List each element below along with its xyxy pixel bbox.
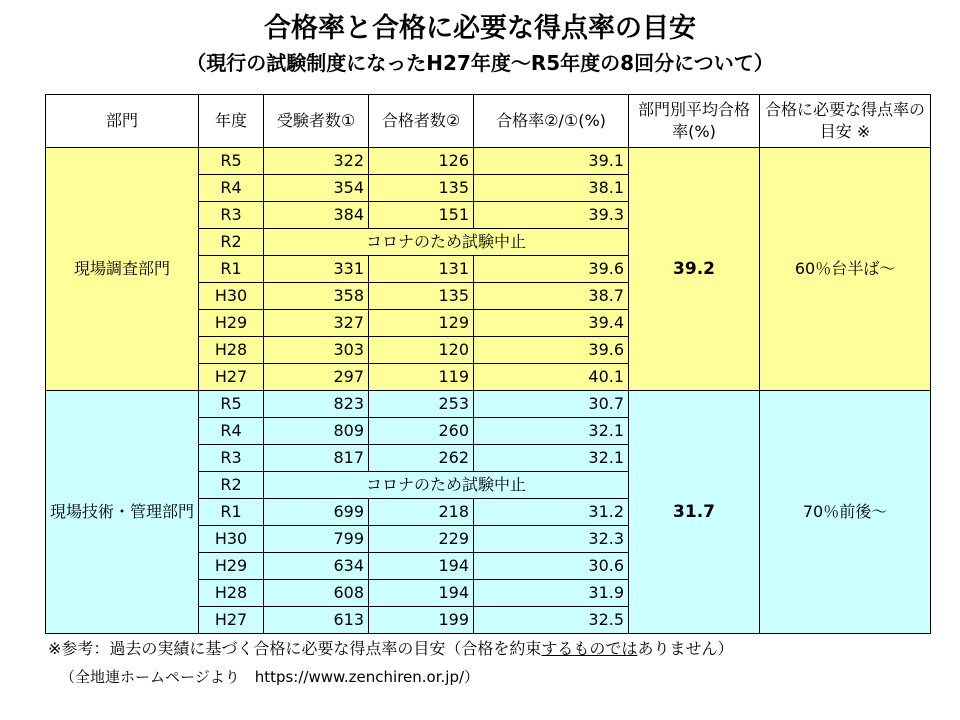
source-note: （全地連ホームページより https://www.zenchiren.or.jp/） (60, 668, 480, 686)
year-cell: R1 (199, 499, 264, 526)
year-cell: R3 (199, 202, 264, 229)
pass-rate-cell: 32.3 (474, 526, 629, 553)
year-cell: H28 (199, 580, 264, 607)
examinees-cell: 809 (264, 418, 369, 445)
header-examinees: 受験者数① (264, 95, 369, 148)
year-cell: H27 (199, 607, 264, 634)
pass-rate-cell: 30.7 (474, 391, 629, 418)
examinees-cell: 799 (264, 526, 369, 553)
passers-cell: 253 (369, 391, 474, 418)
passers-cell: 229 (369, 526, 474, 553)
examinees-cell: 699 (264, 499, 369, 526)
footnote (48, 638, 733, 660)
department-average-cell: 31.7 (629, 391, 760, 634)
examinees-cell: 297 (264, 364, 369, 391)
pass-rate-cell: 31.2 (474, 499, 629, 526)
examinees-cell: 322 (264, 148, 369, 175)
footnote-text-1: ※参考：過去の実績に基づく合格に必要な得点率の目安（合格を約束 (48, 639, 542, 658)
pass-rate-cell: 39.6 (474, 337, 629, 364)
header-dept: 部門 (46, 95, 199, 148)
examinees-cell: 817 (264, 445, 369, 472)
passers-cell: 131 (369, 256, 474, 283)
year-cell: R5 (199, 391, 264, 418)
pass-rate-cell: 39.6 (474, 256, 629, 283)
examinees-cell: 303 (264, 337, 369, 364)
header-target-score: 合格に必要な得点率の目安 ※ (760, 95, 931, 148)
department-average-cell: 39.2 (629, 148, 760, 391)
footnote-underlined-text: するものでは (541, 639, 638, 658)
header-dept-average: 部門別平均合格率(%) (629, 95, 760, 148)
year-cell: R3 (199, 445, 264, 472)
header-pass-rate: 合格率②/①(%) (474, 95, 629, 148)
examinees-cell: 358 (264, 283, 369, 310)
passers-cell: 135 (369, 283, 474, 310)
header-year: 年度 (199, 95, 264, 148)
examinees-cell: 384 (264, 202, 369, 229)
examinees-cell: 354 (264, 175, 369, 202)
passers-cell: 119 (369, 364, 474, 391)
pass-rate-cell: 32.1 (474, 418, 629, 445)
year-cell: R1 (199, 256, 264, 283)
passers-cell: 262 (369, 445, 474, 472)
pass-rate-cell: 32.5 (474, 607, 629, 634)
year-cell: R4 (199, 418, 264, 445)
target-score-cell: 70％前後～ (760, 391, 931, 634)
examinees-cell: 331 (264, 256, 369, 283)
header-row (46, 95, 931, 148)
pass-rate-cell: 38.1 (474, 175, 629, 202)
passers-cell: 260 (369, 418, 474, 445)
passers-cell: 199 (369, 607, 474, 634)
pass-rate-cell: 40.1 (474, 364, 629, 391)
year-cell: H30 (199, 526, 264, 553)
pass-rate-cell: 39.1 (474, 148, 629, 175)
pass-rate-cell: 31.9 (474, 580, 629, 607)
passers-cell: 120 (369, 337, 474, 364)
passers-cell: 218 (369, 499, 474, 526)
department-cell: 現場調査部門 (46, 148, 199, 391)
examinees-cell: 613 (264, 607, 369, 634)
year-cell: R2 (199, 472, 264, 499)
passers-cell: 135 (369, 175, 474, 202)
target-score-cell: 60％台半ば～ (760, 148, 931, 391)
table-row (46, 148, 931, 175)
year-cell: H27 (199, 364, 264, 391)
pass-rate-cell: 30.6 (474, 553, 629, 580)
year-cell: H29 (199, 310, 264, 337)
header-passers: 合格者数② (369, 95, 474, 148)
passers-cell: 129 (369, 310, 474, 337)
cancelled-note-cell: コロナのため試験中止 (264, 472, 629, 499)
year-cell: R4 (199, 175, 264, 202)
table-row (46, 391, 931, 418)
passers-cell: 194 (369, 553, 474, 580)
page-subtitle: （現行の試験制度になったH27年度～R5年度の8回分について） (186, 51, 774, 75)
passers-cell: 194 (369, 580, 474, 607)
year-cell: H29 (199, 553, 264, 580)
pass-rate-cell: 32.1 (474, 445, 629, 472)
passers-cell: 151 (369, 202, 474, 229)
pass-rate-cell: 38.7 (474, 283, 629, 310)
pass-rate-cell: 39.4 (474, 310, 629, 337)
examinees-cell: 608 (264, 580, 369, 607)
examinees-cell: 327 (264, 310, 369, 337)
pass-rate-cell: 39.3 (474, 202, 629, 229)
department-cell: 現場技術・管理部門 (46, 391, 199, 634)
page-title: 合格率と合格に必要な得点率の目安 (264, 13, 696, 44)
passers-cell: 126 (369, 148, 474, 175)
year-cell: R5 (199, 148, 264, 175)
examinees-cell: 634 (264, 553, 369, 580)
year-cell: H28 (199, 337, 264, 364)
pass-rate-table (45, 94, 931, 634)
year-cell: H30 (199, 283, 264, 310)
footnote-text-2: ありません） (637, 639, 734, 658)
year-cell: R2 (199, 229, 264, 256)
examinees-cell: 823 (264, 391, 369, 418)
cancelled-note-cell: コロナのため試験中止 (264, 229, 629, 256)
